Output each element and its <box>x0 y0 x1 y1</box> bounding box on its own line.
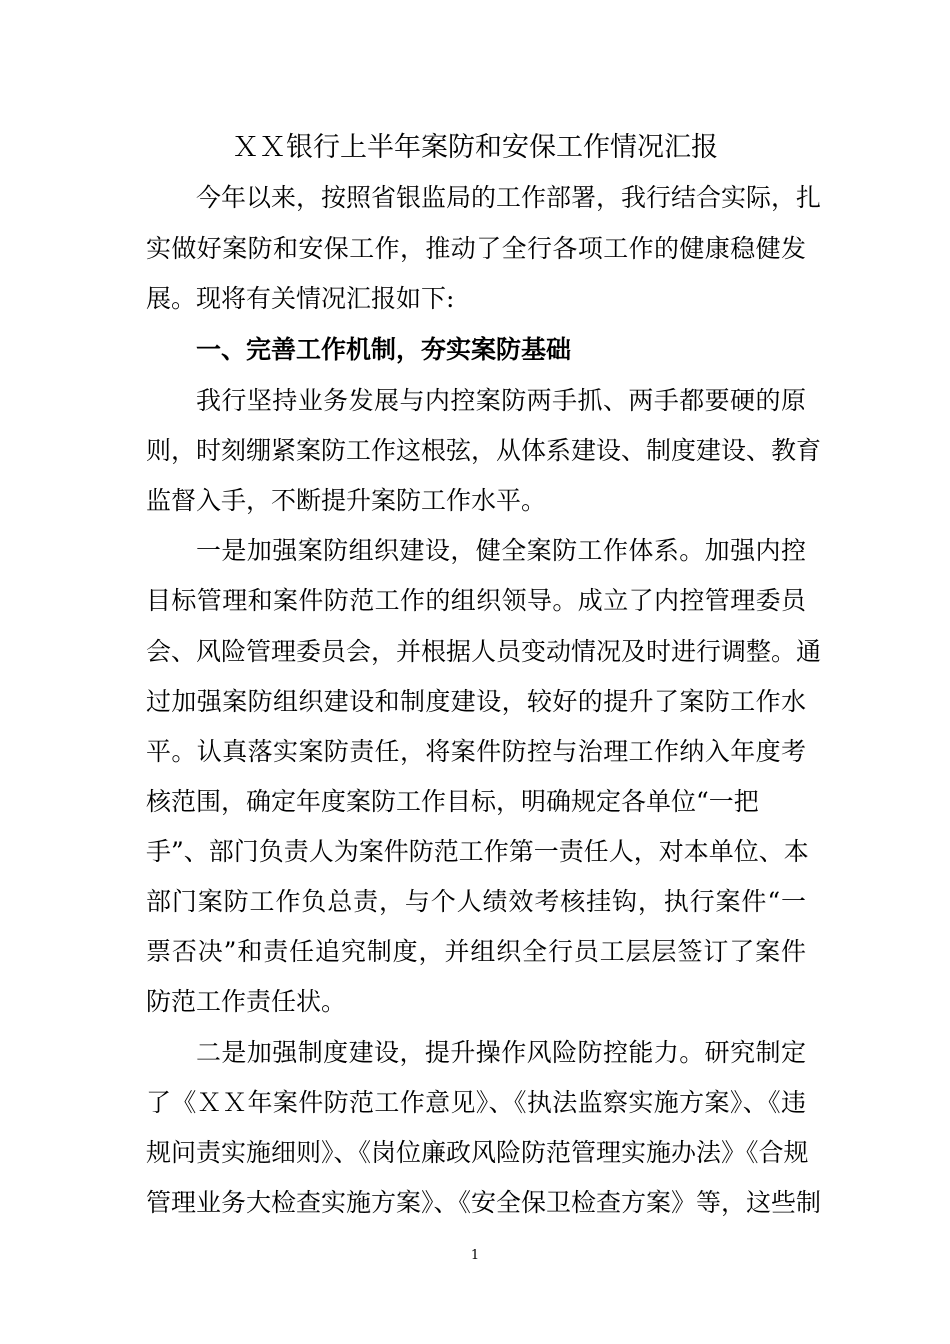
para2-line-4: 过加强案防组织建设和制度建设，较好的提升了案防工作水 <box>146 687 806 716</box>
intro-line-3: 展。现将有关情况汇报如下: <box>146 284 455 313</box>
page-number: 1 <box>470 1248 480 1263</box>
para2-line-9: 票否决”和责任追究制度，并组织全行员工层层签订了案件 <box>146 937 806 966</box>
para2-line-1: 一是加强案防组织建设，健全案防工作体系。加强内控 <box>196 536 806 565</box>
para2-line-2: 目标管理和案件防范工作的组织领导。成立了内控管理委员 <box>146 586 806 615</box>
para2-line-8: 部门案防工作负总责，与个人绩效考核挂钩，执行案件“一 <box>146 887 806 916</box>
intro-line-2: 实做好案防和安保工作，推动了全行各项工作的健康稳健发 <box>146 234 806 263</box>
document-title: ＸＸ银行上半年案防和安保工作情况汇报 <box>232 132 718 163</box>
para3-line-4: 管理业务大检查实施方案》、《安全保卫检查方案》等，这些制 <box>146 1188 822 1217</box>
para2-line-6: 核范围，确定年度案防工作目标，明确规定各单位“一把 <box>146 787 759 816</box>
intro-line-1: 今年以来，按照省银监局的工作部署，我行结合实际，扎 <box>196 183 822 212</box>
para2-line-3: 会、风险管理委员会，并根据人员变动情况及时进行调整。通 <box>146 637 822 666</box>
para3-line-2: 了《ＸＸ年案件防范工作意见》、《执法监察实施方案》、《违 <box>146 1088 806 1117</box>
para1-line-2: 则，时刻绷紧案防工作这根弦，从体系建设、制度建设、教育 <box>146 436 822 465</box>
para3-line-1: 二是加强制度建设，提升操作风险防控能力。研究制定 <box>196 1038 806 1067</box>
para2-line-5: 平。认真落实案防责任，将案件防控与治理工作纳入年度考 <box>146 737 806 766</box>
para1-line-1: 我行坚持业务发展与内控案防两手抓、两手都要硬的原 <box>196 386 806 415</box>
para3-line-3: 规问责实施细则》、《岗位廉政风险防范管理实施办法》《合规 <box>146 1138 809 1167</box>
para2-line-10: 防范工作责任状。 <box>146 987 347 1016</box>
para2-line-7: 手”、部门负责人为案件防范工作第一责任人，对本单位、本 <box>146 837 809 866</box>
section-1-heading: 一、完善工作机制，夯实案防基础 <box>196 335 572 364</box>
para1-line-3: 监督入手，不断提升案防工作水平。 <box>146 486 547 515</box>
